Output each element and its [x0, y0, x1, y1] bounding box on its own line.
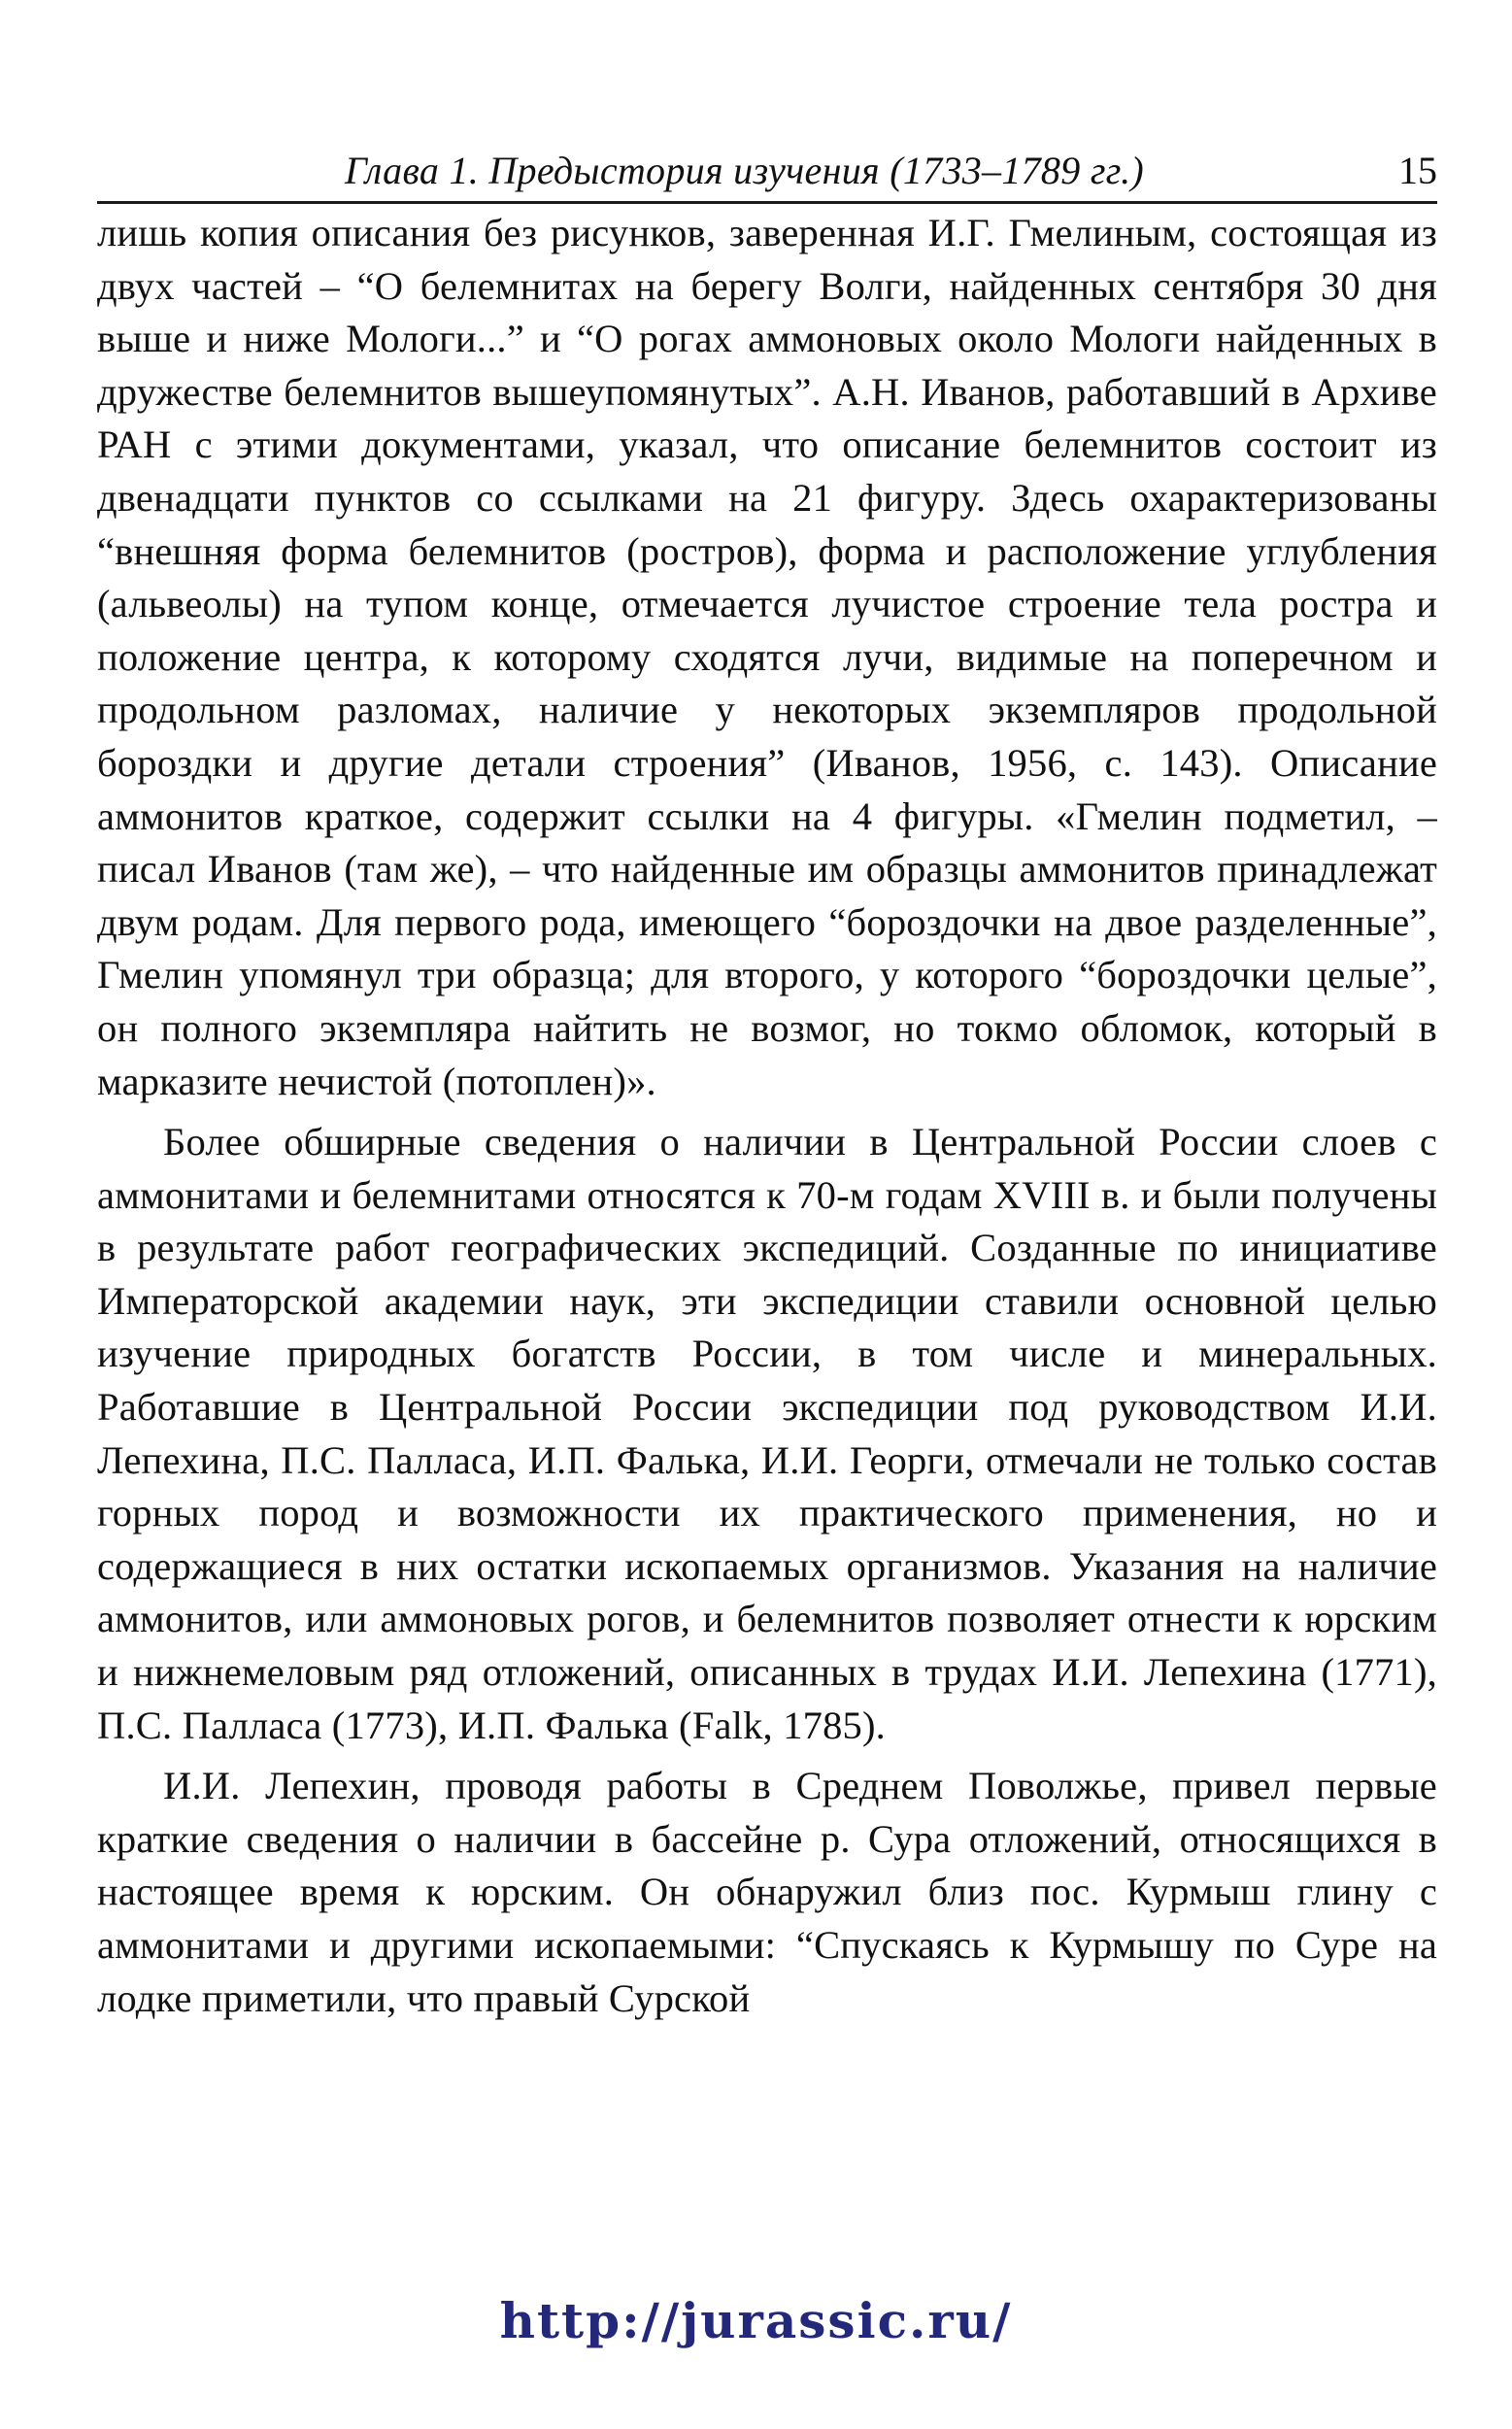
running-head	[97, 146, 1437, 206]
page-number: 15	[1398, 149, 1437, 192]
paragraph-2: Более обширные сведения о наличии в Центральной России слоев с аммонитами и белемнитами относятся к 70-м годам XVIII в. и были получены в результате работ географических экспедиций. Созданные по инициативе Императорской академии наук, эти экспедиции ставили основной целью изучение природных богатств России, в том числе и минеральных. Работавшие в Центральной России экспедиции под руководством И.И. Лепехина, П.С. Палласа, И.П. Фалька, И.И. Георги, отмечали не только состав горных пород и возможности их практического применения, но и содержащиеся в них остатки ископаемых организмов. Указания на наличие аммонитов, или аммоновых рогов, и белемнитов позволяет отнести к юрским и нижнемеловым ряд отложений, описанных в трудах И.И. Лепехина (1771), П.С. Палласа (1773), И.П. Фалька (Falk, 1785).	[97, 1120, 1437, 1747]
body-text	[97, 207, 1437, 2025]
header-rule	[97, 201, 1437, 204]
paragraph-3: И.И. Лепехин, проводя работы в Среднем Поволжье, привел первые краткие сведения о наличии в бассейне р. Сура отложений, относящихся в настоящее время к юрским. Он обнаружил близ пос. Курмыш глину с аммонитами и другими ископаемыми: “Спускаясь к Курмышу по Суре на лодке приметили, что правый Сурской	[97, 1764, 1437, 2020]
paragraph-1: лишь копия описания без рисунков, заверенная И.Г. Гмелиным, состоящая из двух частей – “О белемнитах на берегу Волги, найденных сентября 30 дня выше и ниже Мологи...” и “О рогах аммоновых около Мологи найденных в дружестве белемнитов вышеупомянутых”. А.Н. Иванов, работавший в Архиве РАН с этими документами, указал, что описание белемнитов состоит из двенадцати пунктов со ссылками на 21 фигуру. Здесь охарактеризованы “внешняя форма белемнитов (ростров), форма и расположение углубления (альвеолы) на тупом конце, отмечается лучистое строение тела ростра и положение центра, к которому сходятся лучи, видимые на поперечном и продольном разломах, наличие у некоторых экземпляров продольной бороздки и другие детали строения” (Иванов, 1956, с. 143). Описание аммонитов краткое, содержит ссылки на 4 фигуры. «Гмелин подметил, – писал Иванов (там же), – что найденные им образцы аммонитов принадлежат двум родам. Для первого рода, имеющего “бороздочки на двое разделенные”, Гмелин упомянул три образца; для второго, у которого “бороздочки целые”, он полного экземпляра найтить не возмог, но токмо обломок, который в марказите нечистой (потоплен)».	[97, 211, 1437, 1103]
footer-url-text[interactable]: http://jurassic.ru/	[499, 2292, 1013, 2349]
chapter-title: Глава 1. Предыстория изучения (1733–1789 гг.)	[345, 149, 1145, 192]
footer-watermark-url[interactable]	[0, 2287, 1512, 2355]
